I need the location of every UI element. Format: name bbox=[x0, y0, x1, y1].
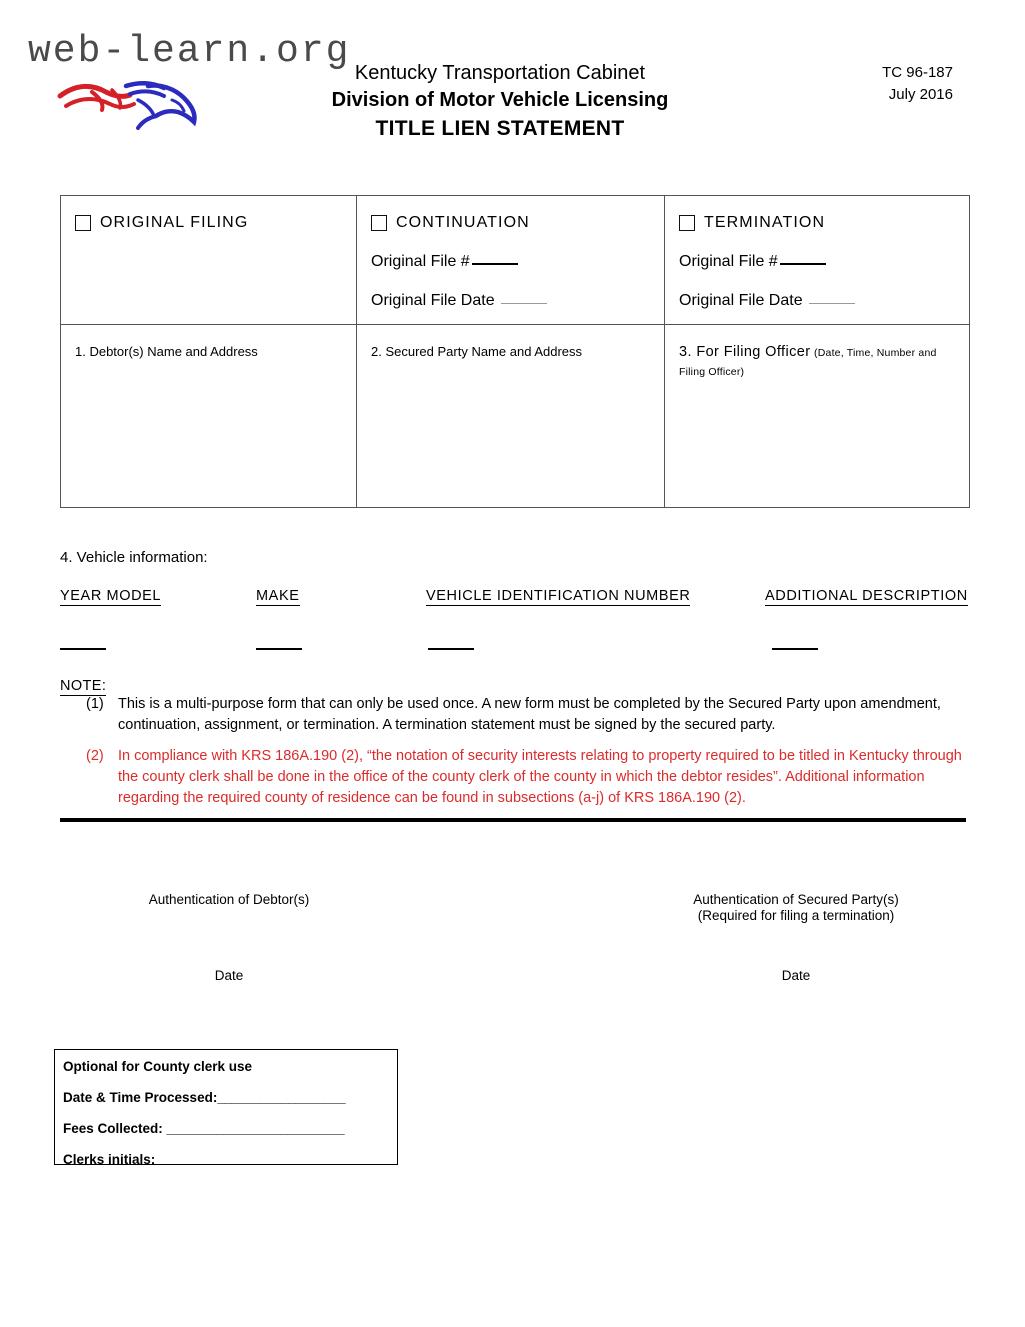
filing-officer-cell-label: 3. For Filing Officer bbox=[679, 344, 811, 360]
note-label: NOTE: bbox=[60, 678, 107, 694]
clerk-date-time-row[interactable] bbox=[63, 1090, 397, 1106]
vehicle-header-vin: VEHICLE IDENTIFICATION NUMBER bbox=[426, 588, 691, 604]
vehicle-header-additional: ADDITIONAL DESCRIPTION bbox=[765, 588, 968, 604]
secured-party-date-block[interactable] bbox=[612, 952, 980, 984]
debtor-signature-line[interactable]: ______________________________________________ bbox=[61, 876, 397, 890]
page-title: TITLE LIEN STATEMENT bbox=[375, 117, 625, 140]
continuation-file-number-label: Original File # bbox=[371, 253, 470, 270]
filing-table bbox=[60, 195, 970, 508]
vehicle-value-blanks bbox=[60, 648, 966, 662]
debtor-name-address-cell[interactable] bbox=[61, 325, 357, 508]
form-meta bbox=[882, 62, 953, 106]
clerk-date-time-blank[interactable]: __________________ bbox=[217, 1090, 346, 1105]
vehicle-blank-year-model[interactable] bbox=[60, 648, 106, 650]
debtor-date-line[interactable]: ______________________________________________ bbox=[61, 952, 397, 966]
county-clerk-box[interactable] bbox=[54, 1049, 398, 1165]
filing-officer-cell[interactable] bbox=[665, 325, 970, 508]
secured-party-name-address-cell[interactable] bbox=[357, 325, 665, 508]
filing-type-cell-original[interactable] bbox=[61, 196, 357, 325]
original-filing-label: ORIGINAL FILING bbox=[100, 214, 249, 231]
note-item-2 bbox=[86, 746, 966, 809]
vehicle-column-headers bbox=[60, 588, 966, 612]
form-number: TC 96-187 bbox=[882, 64, 953, 81]
filing-type-cell-termination[interactable] bbox=[665, 196, 970, 325]
note-1-number: (1) bbox=[86, 696, 104, 712]
note-item-1 bbox=[86, 694, 966, 736]
kentucky-horse-logo bbox=[52, 74, 212, 134]
section-divider bbox=[60, 818, 966, 822]
note-2-number: (2) bbox=[86, 748, 104, 764]
termination-label: TERMINATION bbox=[704, 214, 826, 231]
clerk-initials-label: Clerks initials: bbox=[63, 1152, 156, 1167]
clerk-fees-blank[interactable]: _________________________ bbox=[166, 1121, 345, 1136]
debtor-signature-block[interactable] bbox=[58, 876, 400, 908]
termination-file-number-field[interactable] bbox=[679, 253, 955, 271]
clerk-date-time-label: Date & Time Processed: bbox=[63, 1090, 218, 1105]
secured-party-signature-block[interactable] bbox=[612, 876, 980, 924]
continuation-file-date-label: Original File Date bbox=[371, 292, 495, 309]
debtor-date-caption: Date bbox=[214, 968, 244, 983]
clerk-fees-label: Fees Collected: bbox=[63, 1121, 163, 1136]
secured-party-date-caption: Date bbox=[781, 968, 811, 983]
filing-officer-cell-sublabel: (Date, Time, Number and Filing Officer) bbox=[679, 347, 937, 378]
secured-party-signature-line[interactable]: ______________________________________________ bbox=[628, 876, 964, 890]
debtor-signature-caption: Authentication of Debtor(s) bbox=[148, 892, 310, 907]
termination-file-date-field[interactable] bbox=[679, 292, 955, 310]
secured-party-signature-subcaption: (Required for filing a termination) bbox=[697, 908, 895, 923]
vehicle-blank-vin[interactable] bbox=[428, 648, 474, 650]
agency-name: Kentucky Transportation Cabinet bbox=[354, 62, 646, 84]
form-revision-date: July 2016 bbox=[888, 86, 953, 103]
secured-party-cell-label: 2. Secured Party Name and Address bbox=[371, 344, 583, 359]
continuation-checkbox[interactable] bbox=[371, 215, 387, 231]
secured-party-date-line[interactable]: ______________________________________________ bbox=[628, 952, 964, 966]
continuation-label: CONTINUATION bbox=[396, 214, 530, 231]
watermark-text: web-learn.org bbox=[28, 30, 351, 73]
termination-file-number-blank[interactable] bbox=[780, 263, 826, 265]
note-1-text: This is a multi-purpose form that can only be used once. A new form must be completed by the Secured Party upon amendment, continuation, assignment, or termination. A termination statement must be signed by the secured party. bbox=[118, 696, 941, 733]
original-filing-checkbox[interactable] bbox=[75, 215, 91, 231]
clerk-initials-row[interactable] bbox=[63, 1152, 397, 1168]
clerk-fees-row[interactable] bbox=[63, 1121, 397, 1137]
filing-type-cell-continuation[interactable] bbox=[357, 196, 665, 325]
secured-party-signature-caption: Authentication of Secured Party(s) bbox=[693, 892, 899, 907]
termination-file-date-blank[interactable] bbox=[809, 303, 855, 304]
vehicle-blank-make[interactable] bbox=[256, 648, 302, 650]
debtor-date-block[interactable] bbox=[58, 952, 400, 984]
termination-checkbox[interactable] bbox=[679, 215, 695, 231]
continuation-file-date-blank[interactable] bbox=[501, 303, 547, 304]
note-2-text: In compliance with KRS 186A.190 (2), “the notation of security interests relating to property required to be titled in Kentucky through the county clerk shall be done in the office of the county clerk of the county in which the debtor resides”. Additional information regarding the required county of residence can be found in subsections (a-j) of KRS 186A.190 (2). bbox=[118, 748, 962, 806]
division-name: Division of Motor Vehicle Licensing bbox=[331, 89, 669, 111]
continuation-file-number-blank[interactable] bbox=[472, 263, 518, 265]
vehicle-blank-additional[interactable] bbox=[772, 648, 818, 650]
vehicle-header-make: MAKE bbox=[256, 588, 300, 604]
continuation-file-number-field[interactable] bbox=[371, 253, 650, 271]
continuation-file-date-field[interactable] bbox=[371, 292, 650, 310]
termination-file-date-label: Original File Date bbox=[679, 292, 803, 309]
debtor-cell-label: 1. Debtor(s) Name and Address bbox=[75, 344, 258, 359]
vehicle-header-year-model: YEAR MODEL bbox=[60, 588, 162, 604]
clerk-box-title: Optional for County clerk use bbox=[63, 1059, 253, 1074]
vehicle-section-title: 4. Vehicle information: bbox=[60, 549, 208, 566]
termination-file-number-label: Original File # bbox=[679, 253, 778, 270]
